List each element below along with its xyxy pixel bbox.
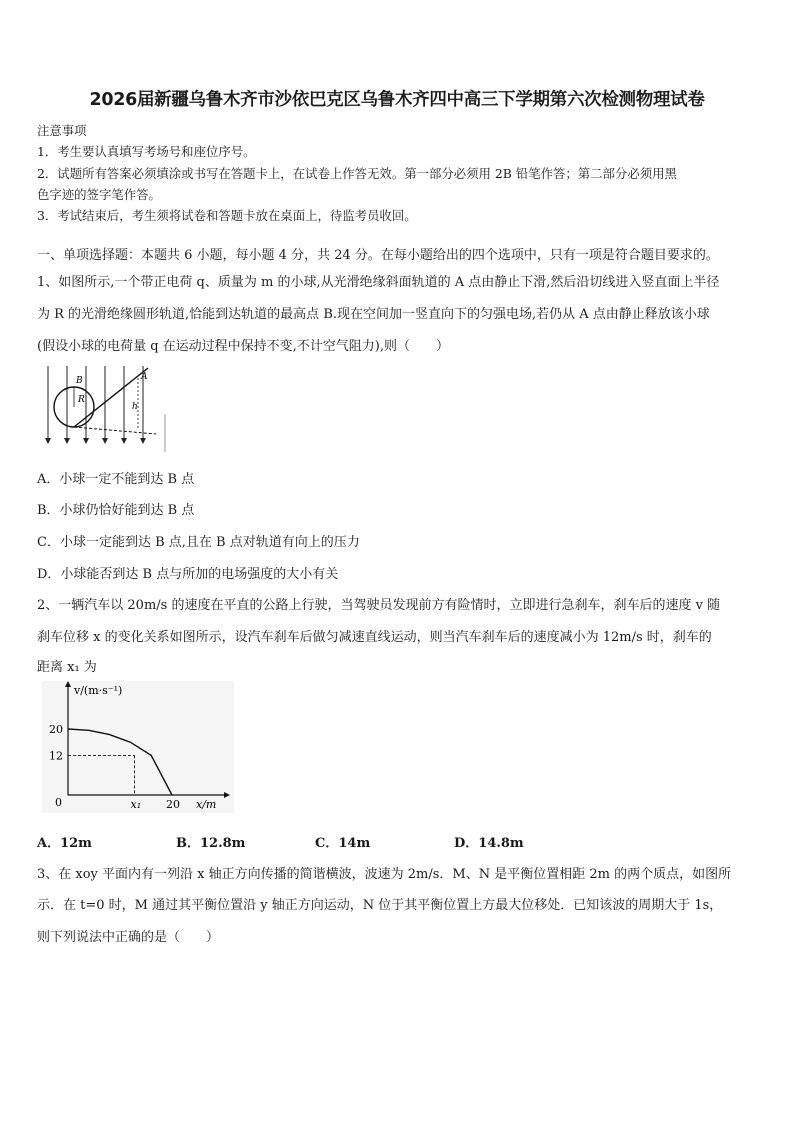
q1-option-b: B．小球仍恰好能到达 B 点 bbox=[37, 503, 195, 518]
arrow-icon bbox=[64, 438, 70, 444]
q1-option-a: A．小球一定不能到达 B 点 bbox=[37, 472, 195, 487]
q1-figure bbox=[38, 362, 168, 458]
label-h: h bbox=[132, 402, 138, 412]
q3-line-2: 示．在 t=0 时，M 通过其平衡位置沿 y 轴正方向运动，N 位于其平衡位置上方最大位移处．已知该波的周期大于 1s， bbox=[37, 898, 723, 913]
q2-option-b: B．12.8m bbox=[176, 836, 246, 851]
arrow-icon bbox=[83, 438, 89, 444]
q1-line-3: (假设小球的电荷量 q 在运动过程中保持不变,不计空气阻力),则（ ） bbox=[37, 339, 449, 354]
x-axis-label: x/m bbox=[196, 798, 217, 811]
arrow-icon bbox=[102, 438, 108, 444]
origin-label: 0 bbox=[55, 796, 62, 809]
x-tick-label-20: 20 bbox=[166, 798, 180, 811]
q1-option-c: C．小球一定能到达 B 点,且在 B 点对轨道有向上的压力 bbox=[37, 535, 360, 550]
label-r: R bbox=[78, 395, 85, 405]
notice-line-4: 3．考试结束后，考生须将试卷和答题卡放在桌面上，待监考员收回。 bbox=[37, 208, 417, 223]
q2-line-2: 刹车位移 x 的变化关系如图所示，设汽车刹车后做匀减速直线运动，则当汽车刹车后的速度减小为 12m/s 时，刹车的 bbox=[37, 630, 712, 645]
notice-line-3: 色字迹的签字笔作答。 bbox=[37, 187, 161, 202]
q1-line-2: 为 R 的光滑绝缘圆形轨道,恰能到达轨道的最高点 B.现在空间加一竖直向下的匀强电场,若仍从 A 点由静止释放该小球 bbox=[37, 307, 710, 322]
q2-option-c: C．14m bbox=[315, 836, 371, 851]
q2-line-3: 距离 x₁ 为 bbox=[37, 660, 97, 675]
arrow-icon bbox=[121, 438, 127, 444]
label-b: B bbox=[76, 376, 83, 386]
q2-line-1: 2、一辆汽车以 20m/s 的速度在平直的公路上行驶，当驾驶员发现前方有险情时，立即进行急刹车，刹车后的速度 v 随 bbox=[37, 598, 721, 613]
y-axis-label: v/(m·s⁻¹) bbox=[74, 684, 123, 697]
notice-line-1: 1．考生要认真填写考场号和座位序号。 bbox=[37, 144, 256, 159]
arrow-icon bbox=[45, 438, 51, 444]
q2-figure bbox=[38, 677, 238, 821]
arrow-icon bbox=[140, 438, 146, 444]
q1-line-1: 1、如图所示,一个带正电荷 q、质量为 m 的小球,从光滑绝缘斜面轨道的 A 点由静止下滑,然后沿切线进入竖直面上半径 bbox=[37, 275, 720, 290]
notice-line-2: 2．试题所有答案必须填涂或书写在答题卡上，在试卷上作答无效。第一部分必须用 2B 铅笔作答；第二部分必须用黑 bbox=[37, 166, 677, 181]
q2-option-a: A．12m bbox=[37, 836, 92, 851]
label-a: A bbox=[141, 372, 148, 382]
y-tick-label-12: 12 bbox=[49, 749, 63, 763]
q3-line-3: 则下列说法中正确的是（ ） bbox=[37, 930, 220, 945]
q2-option-d: D．14.8m bbox=[454, 836, 524, 851]
q1-option-d: D．小球能否到达 B 点与所加的电场强度的大小有关 bbox=[37, 567, 339, 582]
y-tick-label-20: 20 bbox=[49, 723, 63, 736]
notice-heading: 注意事项 bbox=[37, 123, 87, 138]
section-heading: 一、单项选择题：本题共 6 小题，每小题 4 分，共 24 分。在每小题给出的四个选项中，只有一项是符合题目要求的。 bbox=[37, 248, 719, 263]
q3-line-1: 3、在 xoy 平面内有一列沿 x 轴正方向传播的简谐横波，波速为 2m/s．M、N 是平衡位置相距 2m 的两个质点，如图所 bbox=[37, 867, 732, 882]
page-title: 2026届新疆乌鲁木齐市沙依巴克区乌鲁木齐四中高三下学期第六次检测物理试卷 bbox=[89, 90, 705, 110]
x-tick-label-x1: x₁ bbox=[130, 798, 142, 811]
incline-track bbox=[74, 368, 148, 427]
vx-chart bbox=[38, 677, 238, 817]
q1-diagram bbox=[38, 362, 168, 454]
